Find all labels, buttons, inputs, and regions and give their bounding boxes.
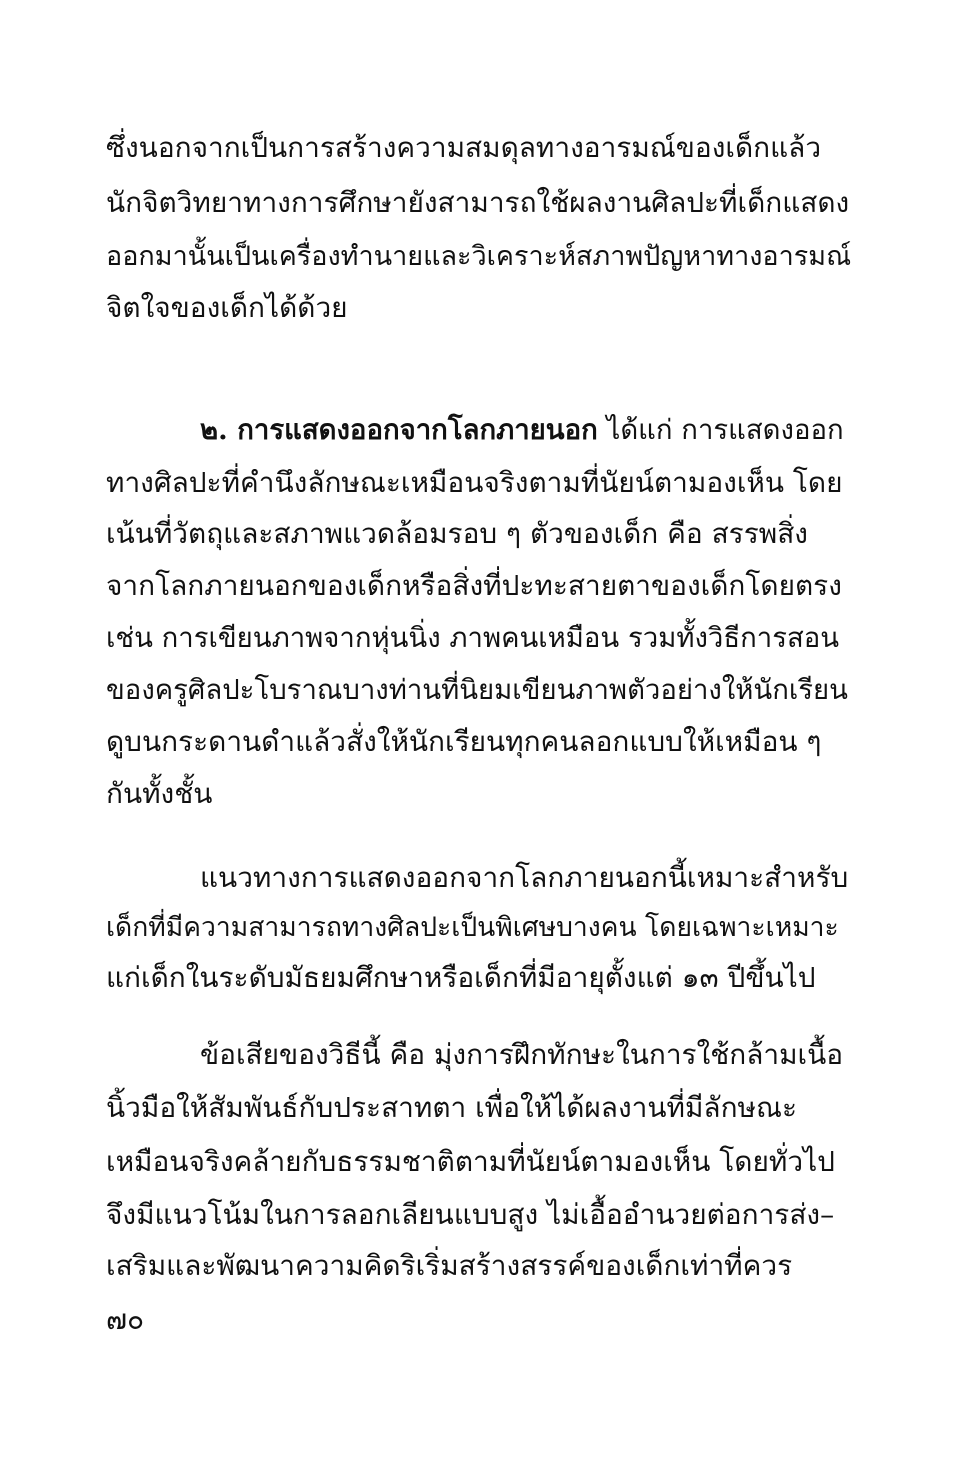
- section-heading-rest: ได้แก่ การแสดงออก: [597, 414, 844, 446]
- text-line: ทางศิลปะที่คำนึงลักษณะเหมือนจริงตามที่นัยน์ตามองเห็น โดย: [106, 466, 843, 499]
- text-line: แก่เด็กในระดับมัธยมศึกษาหรือเด็กที่มีอายุตั้งแต่ ๑๓ ปีขึ้นไป: [106, 961, 816, 994]
- text-line: จึงมีแนวโน้มในการลอกเลียนแบบสูง ไม่เอื้ออำนวยต่อการส่ง–: [106, 1198, 835, 1231]
- text-line: เด็กที่มีความสามารถทางศิลปะเป็นพิเศษบางคน โดยเฉพาะเหมาะ: [106, 912, 839, 943]
- text-line: เน้นที่วัตถุและสภาพแวดล้อมรอบ ๆ ตัวของเด็ก คือ สรรพสิ่ง: [106, 517, 808, 550]
- text-line: จิตใจของเด็กได้ด้วย: [106, 291, 348, 324]
- text-line: กันทั้งชั้น: [106, 777, 213, 810]
- text-line: จากโลกภายนอกของเด็กหรือสิ่งที่ปะทะสายตาของเด็กโดยตรง: [106, 569, 842, 602]
- text-line: ของครูศิลปะโบราณบางท่านที่นิยมเขียนภาพตัวอย่างให้นักเรียน: [106, 674, 848, 706]
- section-heading: ๒. การแสดงออกจากโลกภายนอก: [200, 414, 598, 446]
- text-line: ดูบนกระดานดำแล้วสั่งให้นักเรียนทุกคนลอกแบบให้เหมือน ๆ: [106, 725, 822, 758]
- text-line: ซึ่งนอกจากเป็นการสร้างความสมดุลทางอารมณ์ของเด็กแล้ว: [106, 131, 822, 164]
- page-number: ๗๐: [106, 1303, 145, 1336]
- text-line: เช่น การเขียนภาพจากหุ่นนิ่ง ภาพคนเหมือน รวมทั้งวิธีการสอน: [106, 622, 840, 654]
- text-line: นิ้วมือให้สัมพันธ์กับประสาทตา เพื่อให้ได้ผลงานที่มีลักษณะ: [106, 1091, 797, 1124]
- text-line: ออกมานั้นเป็นเครื่องทำนายและวิเคราะห์สภาพปัญหาทางอารมณ์: [106, 241, 852, 272]
- text-line: นักจิตวิทยาทางการศึกษายังสามารถใช้ผลงานศิลปะที่เด็กแสดง: [106, 186, 850, 219]
- section-heading-line: [200, 410, 844, 450]
- text-line: เสริมและพัฒนาความคิดริเริ่มสร้างสรรค์ของเด็กเท่าที่ควร: [106, 1249, 793, 1282]
- text-line: เหมือนจริงคล้ายกับธรรมชาติตามที่นัยน์ตามองเห็น โดยทั่วไป: [106, 1145, 835, 1178]
- text-line: แนวทางการแสดงออกจากโลกภายนอกนี้เหมาะสำหรับ: [200, 861, 849, 894]
- text-line: ข้อเสียของวิธีนี้ คือ มุ่งการฝึกทักษะในการใช้กล้ามเนื้อ: [200, 1038, 844, 1071]
